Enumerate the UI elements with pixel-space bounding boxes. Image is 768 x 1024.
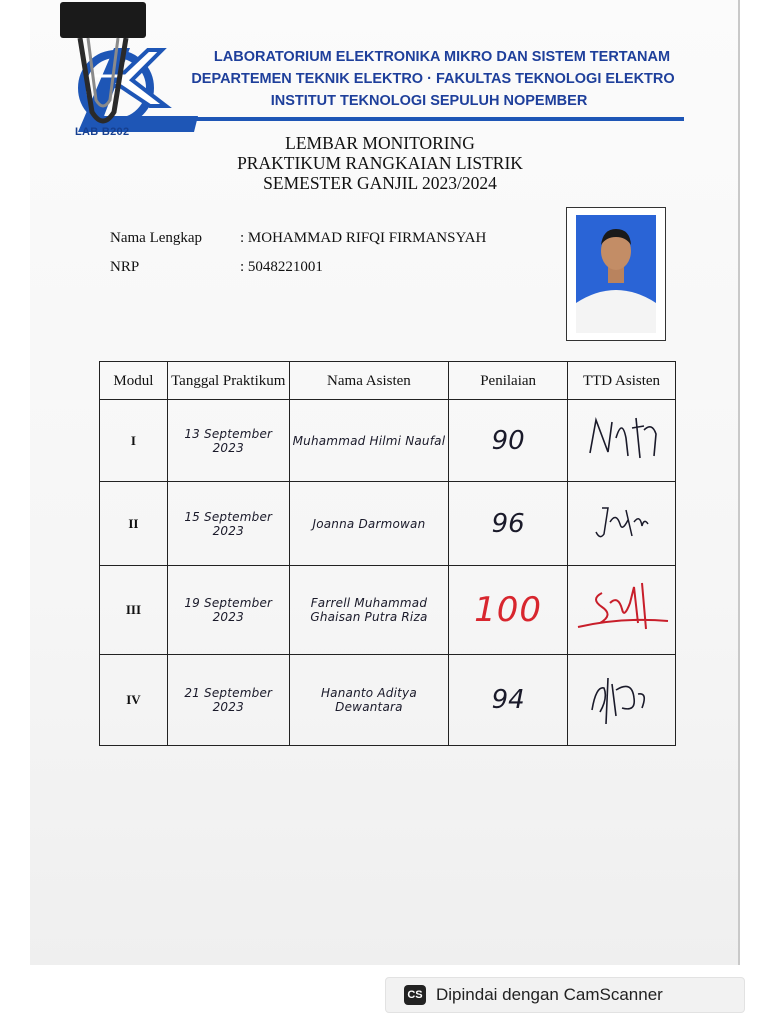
signature-cell [568, 482, 676, 566]
student-identity [110, 224, 486, 282]
date-cell: 21 September 2023 [167, 655, 289, 746]
signature-cell [568, 655, 676, 746]
grade-cell: 96 [449, 482, 568, 566]
header-modul: Modul [100, 362, 168, 400]
date-cell: 15 September 2023 [167, 482, 289, 566]
modul-cell: II [100, 482, 168, 566]
institution-line3: INSTITUT TEKNOLOGI SEPULUH NOPEMBER [270, 93, 588, 109]
title-line1: LEMBAR MONITORING [285, 133, 475, 153]
table-row [100, 482, 676, 566]
table-row [100, 566, 676, 655]
institution-line2: DEPARTEMEN TEKNIK ELEKTRO · FAKULTAS TEKNOLOGI ELEKTRO [191, 71, 675, 87]
title-line3: SEMESTER GANJIL 2023/2024 [263, 173, 497, 193]
student-photo [576, 215, 656, 333]
camscanner-icon: CS [404, 985, 426, 1005]
grade-cell: 100 [449, 566, 568, 655]
document-title [180, 133, 580, 193]
header-nama-asisten: Nama Asisten [289, 362, 449, 400]
monitoring-table [99, 361, 676, 746]
table-row [100, 400, 676, 482]
camscanner-text: Dipindai dengan CamScanner [436, 985, 663, 1004]
assistant-cell: Muhammad Hilmi Naufal [289, 400, 449, 482]
modul-cell: III [100, 566, 168, 655]
institution-line1: LABORATORIUM ELEKTRONIKA MIKRO DAN SISTEM TERTANAM [213, 49, 671, 65]
header-tanggal: Tanggal Praktikum [167, 362, 289, 400]
name-value: : MOHAMMAD RIFQI FIRMANSYAH [240, 230, 487, 246]
logo-label: LAB B202 [75, 126, 130, 138]
portrait-image [576, 215, 656, 333]
date-cell: 13 September 2023 [167, 400, 289, 482]
table-header-row [100, 362, 676, 400]
nrp-value: : 5048221001 [240, 259, 323, 275]
nrp-label: NRP [110, 259, 140, 275]
binder-clip-image [58, 0, 148, 135]
signature-image [572, 573, 672, 643]
signature-cell [568, 400, 676, 482]
signature-image [582, 408, 662, 468]
table-row [100, 655, 676, 746]
header-divider [150, 117, 684, 121]
camscanner-watermark [385, 977, 745, 1013]
name-label: Nama Lengkap [110, 230, 203, 246]
assistant-cell: Farrell Muhammad Ghaisan Putra Riza [289, 566, 449, 655]
modul-cell: I [100, 400, 168, 482]
grade-cell: 94 [449, 655, 568, 746]
header-ttd-asisten: TTD Asisten [568, 362, 676, 400]
grade-cell: 90 [449, 400, 568, 482]
modul-cell: IV [100, 655, 168, 746]
signature-cell [568, 566, 676, 655]
date-cell: 19 September 2023 [167, 566, 289, 655]
header-penilaian: Penilaian [449, 362, 568, 400]
assistant-cell: Joanna Darmowan [289, 482, 449, 566]
title-line2: PRAKTIKUM RANGKAIAN LISTRIK [237, 153, 523, 173]
signature-image [582, 668, 662, 728]
assistant-cell: Hananto Aditya Dewantara [289, 655, 449, 746]
student-photo-frame [566, 207, 666, 341]
signature-image [582, 496, 662, 546]
institution-header [178, 46, 688, 112]
